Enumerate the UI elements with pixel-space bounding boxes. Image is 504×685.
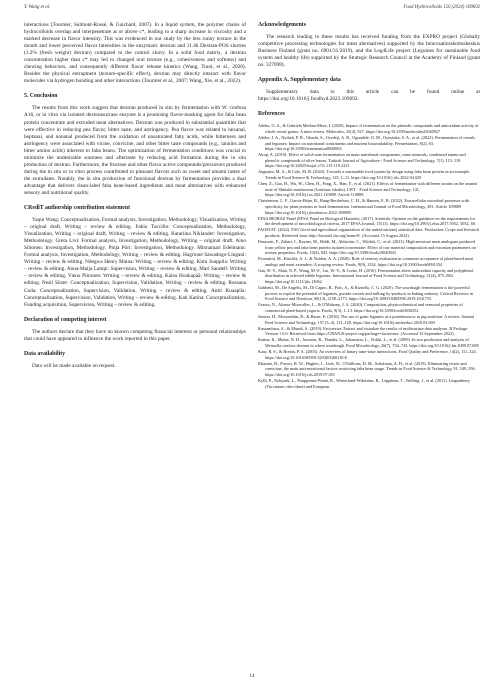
reference-entry: Chen, Z., Gao, H., Wu, W., Chen, H., Fang, X., Han, Y., et al. (2021). Effects of fermentation with different strains on the umami taste of Shiitake mushrooms (Lentinus edodes). LWT - Food Science and Technology, 141, https://doi.org/10.1016/j.lwt.2021.110889. Article 110889. [258, 181, 478, 198]
reference-entry: Jentzer, H., Mossenthin, R., & Bauer, E. (2016). The use of grain legumes as a proteinsource in pig nutrition: A review. Animal Feed Science and Technology, 157 (3–4), 111–128. https://doi.org/10.1016/j.anifeedsci.2010.03.003 [258, 314, 474, 325]
data-availability-paragraph: Data will be made available on request. [32, 362, 116, 369]
reference-entry: Alrop, A. (2019). Effect of solid-state fermentation on main nutritional components, some minerals, condensed tannin and phenolic compounds of olive leaves. Turkish Journal of Agriculture - Food Science and Technology, 7(1), 115–119. https://doi.org/10.24925/turjaf.v7i1.115-119.2231 [258, 152, 466, 169]
acknowledgements-paragraph: The research leading to these results has received funding from the EXPRO project (Globally competitive processing technologies for meat alternatives) supported by the Innovaatiorahoituskeskus Business Finland (grant no. 6901/31/2019), and the Leg4Life project (Legumes for sustainable food system and healthy life) supported by the Strategic Research Council at the Academy of Finland (grant no. 327698). [258, 34, 480, 69]
reference-entry: EFSA BIOHAZ Panel (EFSA Panel on Biological Hazards). (2017). Scientific Opinion on the guidance on the requirements for the development of microbiological criteria, 2017 EFSA Journal, 15(11). https://doi.org/10.2903/j.efsa.2017.5052, 5052, 60. [258, 215, 477, 227]
reference-entry: Fiorentini, M., Kinchla, A. J., & Nolden, A. A. (2020). Role of sensory evaluation in consumer acceptance of plant-based meat analogs and meat extenders: A scoping review. Foods, 9(9), 1334. https://doi.org/10.3390/foods9091334 [258, 256, 474, 267]
reference-entry: Augustin, M. A., & Cole, M. B. (2022). Towards a sustainable food system by design using faba bean protein as an example. Trends in Food Science & Technology, 125, 1–11. https://doi.org/10.1016/j.tifs.2022.04.029 [258, 169, 471, 181]
references-list [258, 123, 480, 389]
reference-entry: Fenawati, F., Zahari, I., Rayner, M., Heldt, M., Ahlström, C., Wittböt, C., et al. (2021). High-moisture meat analogues produced from yellow pea and faba bean protein isolates/concentrate: Effect of raw material composition and extrusion parameters on texture properties. Foods, 10(4), 843. https://doi.org/10.3390/foods10040843 [258, 239, 476, 256]
credit-paragraph: Yaqin Wang: Conceptualization, Formal analysis, Investigation, Methodology, Visualization, Writing – original draft, Writing – review & editing. Fabio Tuccillo: Conceptualization, Methodology, Visualization, Writing – original draft, Writing – review & editing. Katariina Niklander: Investigation, Methodology. Greta Livi: Formal analysis, Investigation, Methodology, Writing – original draft. Aino Siitonen: Investigation, Methodology. Pinja Pöri: Investigation, Methodology. Minnamari Edelmann: Formal analysis, Investigation, Methodology, Writing – review & editing. Hagrtoué Sawadogo-Lingani: Writing – review & editing. Ndegwa Henry Maina: Writing – review & editing. Kimi Jouppila: Writing – review & editing. Anna-Maija Lampi: Supervision, Writing – review & editing. Mari Sandell: Writing – review & editing. Vieno Piironen: Writing – review & editing. Kaisu Honkapää: Writing – review & editing. Nesli Sözer: Conceptualization, Supervision, Validation, Writing – review & editing. Rossana Coda: Conceptualization, Supervision, Validation, Writing – review & editing. Antti Knaapila: Conceptualization, Supervision, Validation, Writing – review & editing. Kati Katina: Conceptualization, Funding acquisition, Supervision, Writing – review & editing. [24, 217, 246, 308]
reference-entry: Kassambara, A., & Mundt, A. (2019). Factoextra: Extract and visualize the results of multivariate data analyses. R Package Version 1.0.6. Retrieved from https://CRAN.R-project.org/package=factoextra. (Accessed 15 September 2022). [258, 325, 468, 337]
declaration-paragraph: The authors declare that they have no known competing financial interests or personal relationships that could have appeared to influence the work reported in this paper. [24, 328, 246, 342]
reference-entry: Gan, R.-Y., Shah, N. P., Wang, M.-F., Lui, W.-Y., & Corke, H. (2016). Fermentation alters antioxidant capacity and polyphenol distribution in selected edible legumes. International Journal of Food Science and Technology, 51(4), 875–884. https://doi.org/10.1111/ijfs.13062 [258, 267, 474, 285]
reference-entry: Kylli, P., Nohynek, L., Puupponen-Pimiä, R., Westerlund-Wikström, B., Leppänen, T., Welling, J., et al. (2011). Lingonberry (Vaccinium vitis-idaea) and European [258, 378, 470, 389]
appendix-paragraph: Supplementary data to this article can be found online at https://doi.org/10.1016/j.foodhyd.2023.109692. [258, 89, 480, 103]
intro-paragraph: interactions (Tournier, Sulmont-Rossé, & Guichard, 2007). In a liquid system, the polymer chains of hydrocolloids overlap and interpenetrate at or above c*, leading to a sharp increase in viscosity and a marked decrease in flavor intensity. This was evidenced in our study by the less runny texture in the mouth and lower perceived flavor intensities in the enzymatic dextran and 11.4h Dextran-POS slurries (1.2% (fresh weight) dextran) compared to the control slurry. In a solid food matrix, a dextran concentration higher than c* may led to changed oral texture (e.g., cohesiveness and softness) and chewing behaviors, and consequently different flavor release kinetics (Wang, Trani, et al., 2020). Besides the physical entrapment (texture-specific effect), dextran may directly interact with flavor molecules via hydrogen bonding and other interactions (Tournier et al., 2007; Wang, Xie, et al., 2022). [24, 22, 246, 85]
conclusion-heading: 5. Conclusion [24, 93, 58, 100]
reference-entry: Katina, K., Maina, N. H., Juvonen, R., Flander, L., Johansson, L., Virkki, L., et al. (2009). In situ production and analysis of Weissella confusa dextran in wheat sourdough. Food Microbiology, 26(7), 734–743. https://doi.org/10.1016/j.fm.2009.07.008 [258, 337, 479, 349]
page-number: 14 [249, 674, 255, 679]
running-header-journal: Food Hydrocolloids 150 (2024) 109692 [403, 5, 480, 10]
running-header-authors: Y. Wang et al. [24, 5, 51, 10]
left-column [24, 22, 246, 373]
data-availability-heading: Data availability [24, 350, 66, 357]
reference-entry: Adebo, J. A., Njobeh, P. B., Gbashi, S., Oyedeji, A. B., Ogundele, O. M., Oyeyinka, S. A., et al. (2022). Fermentation of cereals and legumes: Impact on nutritional constituents and nutrient bioavailability. Fermentation, 8(2), 63. https://doi.org/10.3390/fermentation8020063 [258, 135, 476, 152]
reference-entry: Gobbetti, M., De Angelis, M., Di Cagno, R., Polo, A., & Rizzello, C. G. (2020). The sourdough fermentation is the powerful process to exploit the potential of legumes, pseudo-cereals and milling by-products in baking industry. Critical Reviews in Food Science and Nutrition, 60(13), 2158–2173. https://doi.org/10.1080/10408398.2019.1631753 [258, 285, 473, 302]
declaration-heading: Declaration of competing interest [24, 316, 107, 323]
running-header [24, 5, 480, 15]
credit-heading: CRediT authorship contribution statement [24, 205, 131, 212]
appendix-heading: Appendix A. Supplementary data [258, 77, 341, 84]
references-heading: References [258, 111, 285, 118]
reference-entry: Grasso, N., Alonso-Miravalles, L., & O'Mahony, J. A. (2020). Composition, physicochemical and sensorial properties of commercial plant-based yogurts. Foods, 9(3), 1–13. https://doi.org/10.3390/foods9030252 [258, 302, 463, 313]
right-column [258, 22, 480, 390]
reference-entry: Adebo, O. A., & Gabriela Medina-Meza, I. (2020). Impact of fermentation on the phenolic compounds and antioxidant activity of whole cereal grains: A mini review. Molecules, 25(4), 927. https://doi.org/10.3390/molecules25040927 [258, 123, 479, 134]
reference-entry: Kaur, R. S., & Brezin, P. A. (2003). An overview of binary taste-taste interactions. Food Quality and Preference, 14(2), 111–124. https://doi.org/10.1016/S0950-3293(02)00110-6 [258, 349, 477, 360]
conclusion-paragraph: The results from this work suggest that dextran produced in situ by fermentation with W. confusa A16, or in vitro via isolated dextransucrase enzyme is a promising flavor-masking agent for faba bean protein concentrate and extruded meat alternatives. Dextran was produced in substantial quantities that were effective in reducing pea flavor, bitter taste, and astringency. Pea flavor was related to hexanal, heptanal, and nonanal produced from the oxidation of unsaturated fatty acids, while bitterness and astringency were associated with vicine, convicine, and other bitter taste compounds (e.g., tannins and bitter amino acids) inherent to faba beans. The optimization of fermentation conditions was crucial to minimize the undesirable sourness and aftertaste by reducing acid formation during the in situ production of dextran. Furthermore, the fructose and other flavor active compounds/precursors produced during the in situ or in vitro process contributed to pleasant flavors such as sweet and umami tastes of the extrudates. Notably, the in situ production of functional dextran by fermentation provides a dual advantage that delivers clean-label faba bean-based ingredients and meat alternatives with enhanced sensory and nutritional quality. [24, 105, 246, 196]
reference-entry: Khazaei, H., Purves, R. W., Hughes, J., Link, W., O'Sullivan, D. M., Schulman, A. H., et al. (2019). Eliminating vicine and convicine, the main anti-nutritional factors restricting faba bean usage. Trends in Food Science & Technology, 91, 549–556. https://doi.org/10.1016/j.tifs.2019.07.051 [258, 360, 476, 377]
reference-entry: FAOSTAT. (2022). FAO (food and agricultural organization of the united nations) statistical data. Production: Crops and livestock products. Retrieved from http://faostat3.fao.org/home/E. (Accessed 15 August 2022). [258, 227, 480, 238]
acknowledgements-heading: Acknowledgements [258, 22, 306, 28]
reference-entry: Christensen, L. F., García-Béjar, B., Bang-Berthelsen, C. H., & Hansen, E. B. (2022). Extracellular microbial proteases with specificity for plant proteins in food fermentation. International Journal of Food Microbiology, 381. Article 109889 https://doi.org/10.1016/j.ijfoodmicro.2022.109889. [258, 198, 470, 215]
